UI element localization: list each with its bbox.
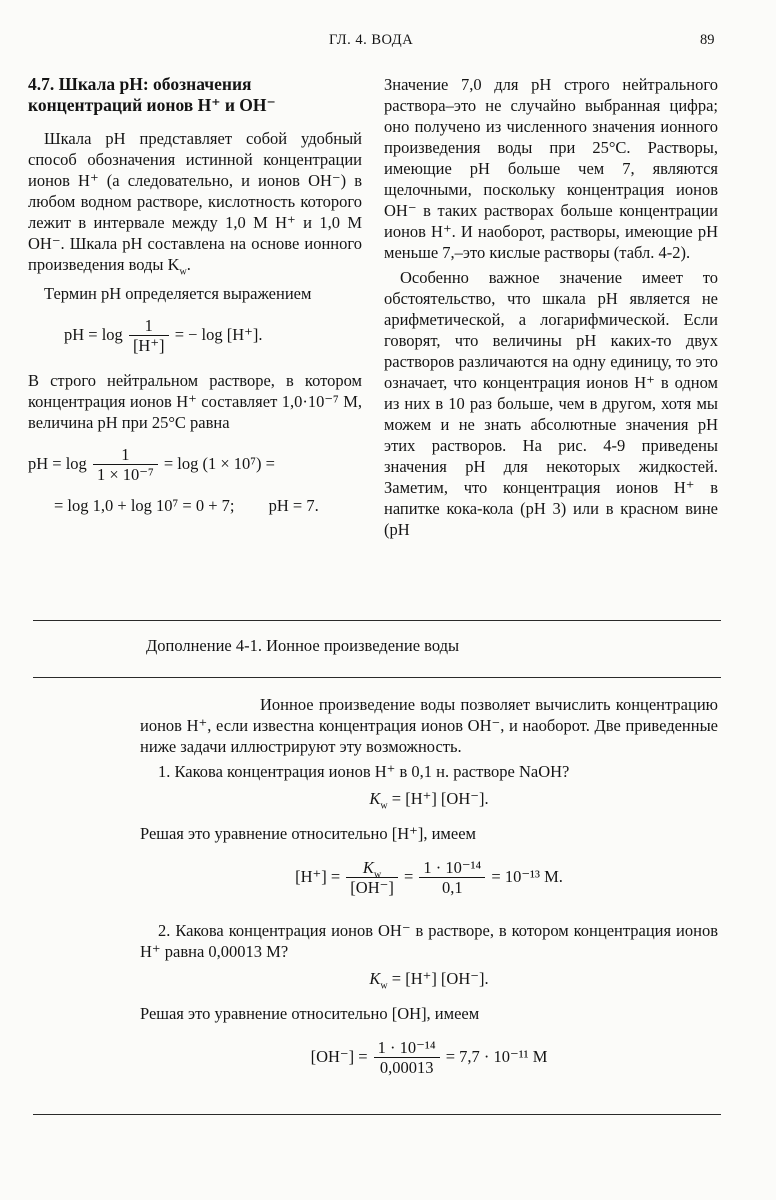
denominator: [H⁺] bbox=[129, 335, 169, 356]
formula-neutral-ph bbox=[28, 445, 362, 485]
formula-part: = [H⁺] [OH⁻]. bbox=[387, 789, 489, 808]
right-column bbox=[384, 74, 718, 540]
fraction bbox=[419, 858, 485, 898]
paragraph-end: . bbox=[186, 255, 191, 274]
subscript: w bbox=[373, 869, 382, 881]
formula-part: pH = log bbox=[64, 324, 123, 344]
denominator: 1 × 10⁻⁷ bbox=[93, 464, 158, 485]
fraction bbox=[93, 445, 158, 485]
paragraph: Ионное произведение воды позволяет вычислить концентрацию ионов H⁺, если известна концентрация ионов OH⁻, и наоборот. Две приведенные ниже задачи иллюстрируют эту возможность. bbox=[140, 695, 718, 756]
paragraph-text: Шкала pH представляет собой удобный способ обозначения истинной концентрации ионов H⁺ (а следовательно, и ионов OH⁻) в любом водном растворе, кислотность которого лежит в интервале между 1,0 M H⁺ и 1,0 M OH⁻. Шкала pH составлена на основе ионного произведения воды K bbox=[28, 129, 362, 274]
denominator: [OH⁻] bbox=[346, 877, 398, 898]
divider bbox=[33, 620, 721, 621]
supplement-title: Дополнение 4-1. Ионное произведение воды bbox=[146, 636, 460, 655]
problem-2: 2. Какова концентрация ионов OH⁻ в растворе, в котором концентрация ионов H⁺ равна 0,00013 M? bbox=[140, 921, 718, 961]
fraction bbox=[346, 858, 398, 898]
numerator bbox=[346, 858, 398, 881]
formula-part: K bbox=[369, 969, 381, 988]
subscript: w bbox=[380, 980, 388, 992]
formula-part: [H⁺] = bbox=[295, 866, 341, 886]
supplement-body bbox=[140, 694, 718, 1078]
formula-part: = log 1,0 + log 10⁷ = 0 + 7; bbox=[54, 496, 235, 515]
fraction bbox=[129, 316, 169, 356]
paragraph: Решая это уравнение относительно [OH], имеем bbox=[140, 1004, 480, 1023]
formula-part: pH = 7. bbox=[268, 496, 319, 515]
formula-part: K bbox=[369, 789, 381, 808]
numerator: 1 · 10⁻¹⁴ bbox=[377, 1038, 436, 1057]
section-title-line1: 4.7. Шкала pH: обозначения bbox=[28, 74, 252, 94]
paragraph: Термин pH определяется выражением bbox=[44, 284, 312, 303]
paragraph: В строго нейтральном растворе, в котором концентрация ионов H⁺ составляет 1,0·10⁻⁷ M, величина pH при 25°C равна bbox=[28, 371, 362, 432]
chapter-title: ГЛ. 4. ВОДА bbox=[329, 32, 414, 48]
paragraph bbox=[28, 128, 362, 278]
running-header bbox=[0, 32, 776, 54]
paragraph: Особенно важное значение имеет то обстоятельство, что шкала pH является не арифметической, а логарифмической. Если говорят, что величины pH каких-то двух растворов различаются на одну единицу, то это означает, что концентрация ионов H⁺ в одном из них в 10 раз больше, чем в другом, хотя мы можем и не знать абсолютные значения pH этих растворов. На рис. 4-9 приведены значения pH для некоторых жидкостей. Заметим, что концентрация ионов H⁺ в напитке кока-кола (pH 3) или в красном вине (pH bbox=[384, 268, 718, 539]
subscript: w bbox=[179, 266, 187, 278]
section-title-line2: концентраций ионов H⁺ и OH⁻ bbox=[28, 95, 276, 115]
page-number: 89 bbox=[700, 32, 715, 48]
problem-1: 1. Какова концентрация ионов H⁺ в 0,1 н. растворе NaOH? bbox=[158, 762, 570, 781]
left-column bbox=[28, 74, 362, 516]
numerator: 1 bbox=[144, 316, 153, 335]
formula-part: = [H⁺] [OH⁻]. bbox=[387, 969, 489, 988]
formula-oh-concentration bbox=[140, 1038, 718, 1078]
formula-part: K bbox=[362, 858, 374, 877]
divider bbox=[33, 1114, 721, 1115]
paragraph: Значение 7,0 для pH строго нейтрального раствора–это не случайно выбранная цифра; оно получено из численного значения ионного произведения воды при 25°C. Растворы, имеющие pH больше чем 7, являются щелочными, поскольку концентрация ионов OH⁻ в таких растворах больше концентрации ионов H⁺. И наоборот, растворы, имеющие pH меньше 7,–это кислые растворы (табл. 4-2). bbox=[384, 75, 718, 262]
formula-kw bbox=[140, 968, 718, 992]
fraction bbox=[374, 1038, 440, 1078]
divider bbox=[33, 677, 721, 678]
denominator: 0,00013 bbox=[374, 1057, 440, 1078]
paragraph: Решая это уравнение относительно [H⁺], имеем bbox=[140, 824, 476, 843]
formula-part: = 7,7 · 10⁻¹¹ M bbox=[445, 1046, 548, 1066]
numerator: 1 · 10⁻¹⁴ bbox=[423, 858, 482, 877]
formula-part: pH = log bbox=[28, 453, 87, 473]
denominator: 0,1 bbox=[419, 877, 485, 898]
subscript: w bbox=[380, 800, 388, 812]
formula-part: = 10⁻¹³ M. bbox=[491, 866, 563, 886]
formula-ph-definition bbox=[64, 316, 362, 356]
formula-kw bbox=[140, 788, 718, 812]
numerator: 1 bbox=[121, 445, 130, 464]
formula-part: = log (1 × 10⁷) = bbox=[163, 453, 275, 473]
section-title bbox=[28, 74, 362, 116]
formula-h-concentration bbox=[140, 858, 718, 898]
formula-part: [OH⁻] = bbox=[310, 1046, 368, 1066]
formula-neutral-result bbox=[54, 495, 362, 516]
formula-part: = bbox=[403, 866, 414, 886]
formula-part: = − log [H⁺]. bbox=[174, 324, 263, 344]
